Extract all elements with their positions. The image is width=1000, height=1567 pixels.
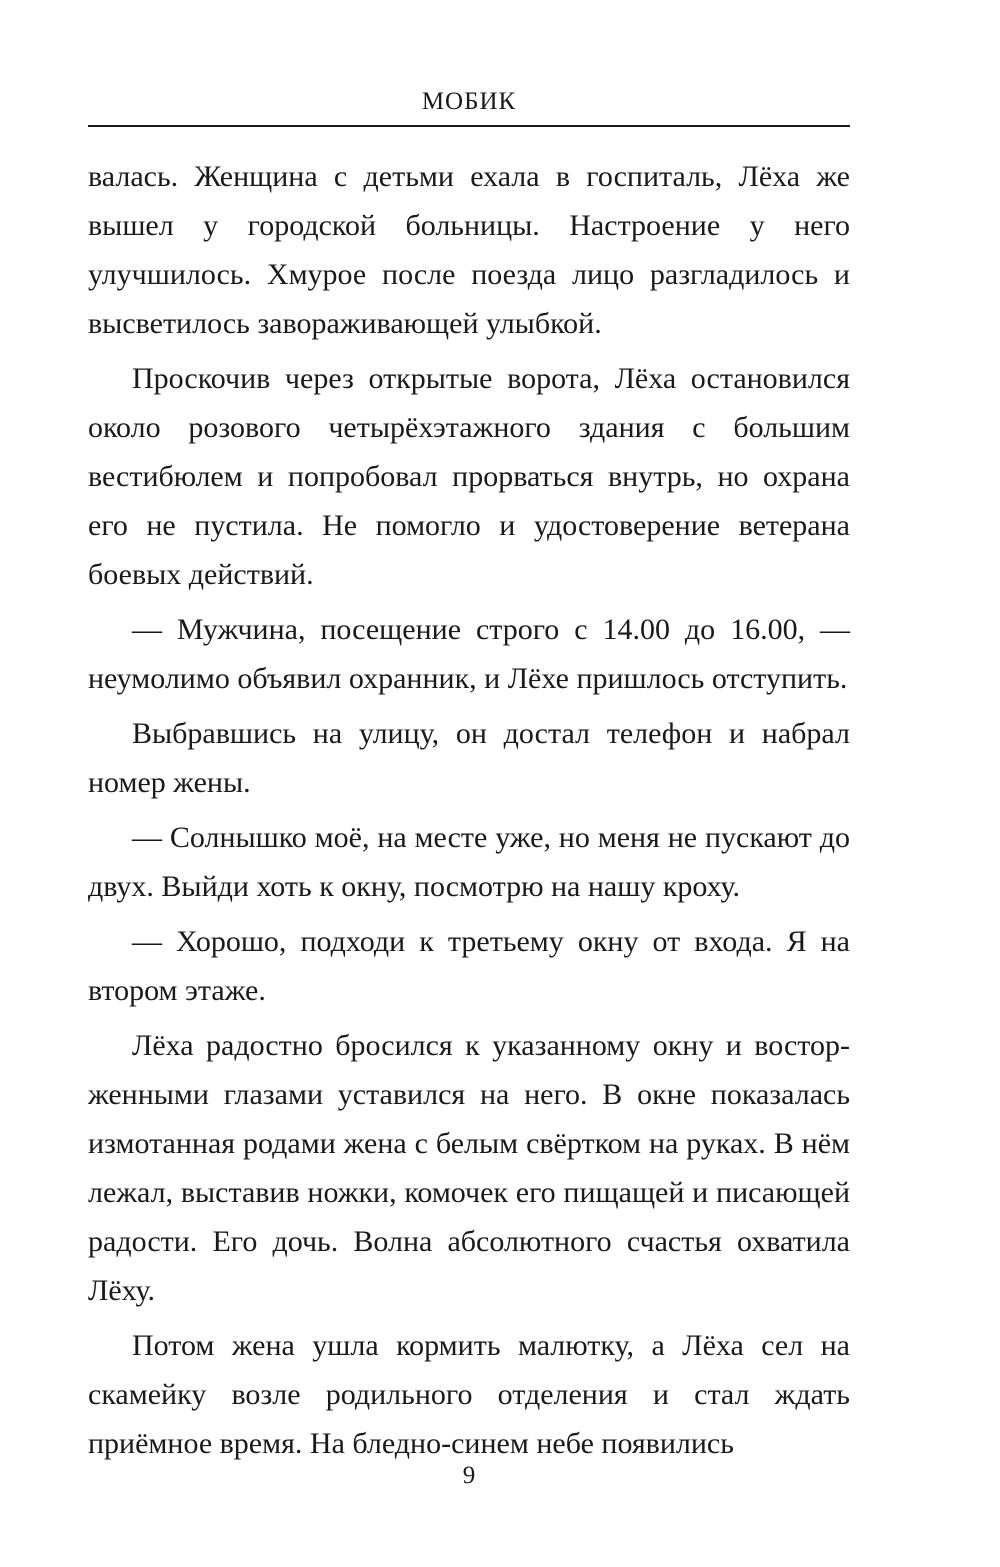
paragraph: Лёха радостно бросился к указанному окну и восторженными глазами уставился на него. В окне показалась измотанная родами жена с белым свёртком на руках. В нём лежал, выставив ножки, комочек его пищащей и писающей радости. Его дочь. Волна абсолютного счастья охватила Лёху. (88, 1029, 850, 1307)
header-rule (88, 125, 850, 127)
paragraph: — Солнышко моё, на месте уже, но меня не пускают до двух. Выйди хоть к окну, посмотрю на нашу кроху. (88, 821, 850, 903)
paragraph: Проскочив через открытые ворота, Лёха остановился около розового четырёхэтажного здания с большим вестибюлем и попробовал прорваться внутрь, но охрана его не пустила. Не помогло и удостоверение ветерана боевых действий. (88, 362, 850, 591)
paragraph: валась. Женщина с детьми ехала в госпиталь, Лёха же вышел у городской больницы. Настроение у него улучшилось. Хмурое после поезда лицо разгладилось и высветилось завораживающей улыбкой. (88, 160, 850, 340)
page-number: 9 (462, 1462, 476, 1489)
paragraph: — Мужчина, посещение строго с 14.00 до 16.00, — неумолимо объявил охранник, и Лёхе пришлось отступить. (88, 613, 850, 695)
running-title: МОБИК (421, 88, 517, 115)
paragraph: — Хорошо, подходи к третьему окну от входа. Я на втором этаже. (88, 925, 850, 1007)
paragraph: Выбравшись на улицу, он достал телефон и набрал номер жены. (88, 717, 850, 799)
paragraph: Потом жена ушла кормить малютку, а Лёха сел на скамейку возле родильного отделения и стал ждать приёмное время. На бледно-синем небе появились (88, 1329, 850, 1460)
body-text (88, 152, 850, 1474)
